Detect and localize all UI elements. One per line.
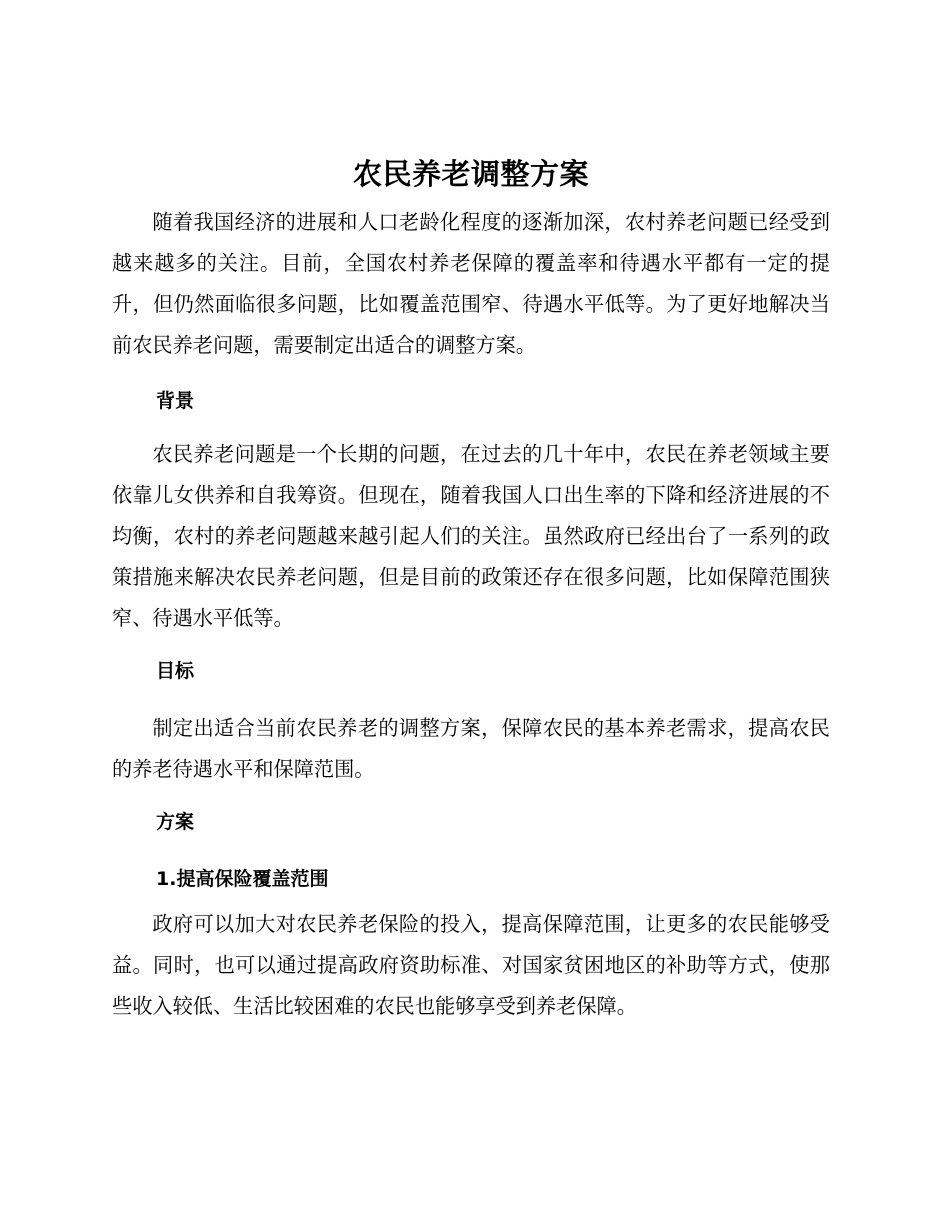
goal-paragraph: 制定出适合当前农民养老的调整方案，保障农民的基本养老需求，提高农民的养老待遇水平和保障范围。: [112, 716, 830, 781]
document-page: [112, 146, 830, 1027]
coverage-paragraph: 政府可以加大对农民养老保险的投入，提高保障范围，让更多的农民能够受益。同时，也可以通过提高政府资助标准、对国家贫困地区的补助等方式，使那些收入较低、生活比较困难的农民也能够享受到养老保障。: [112, 912, 830, 1018]
section-heading-goal: 目标: [156, 660, 195, 682]
intro-paragraph: 随着我国经济的进展和人口老龄化程度的逐渐加深，农村养老问题已经受到越来越多的关注。目前，全国农村养老保障的覆盖率和待遇水平都有一定的提升，但仍然面临很多问题，比如覆盖范围窄、待遇水平低等。为了更好地解决当前农民养老问题，需要制定出适合的调整方案。: [112, 210, 830, 357]
subsection-heading-coverage: 1.提高保险覆盖范围: [156, 868, 329, 890]
section-heading-plan: 方案: [156, 811, 195, 833]
section-heading-background: 背景: [156, 390, 195, 412]
background-paragraph: 农民养老问题是一个长期的问题，在过去的几十年中，农民在养老领域主要依靠儿女供养和自我筹资。但现在，随着我国人口出生率的下降和经济进展的不均衡，农村的养老问题越来越引起人们的关注。虽然政府已经出台了一系列的政策措施来解决农民养老问题，但是目前的政策还存在很多问题，比如保障范围狭窄、待遇水平低等。: [112, 442, 830, 630]
document-title: 农民养老调整方案: [352, 157, 589, 191]
